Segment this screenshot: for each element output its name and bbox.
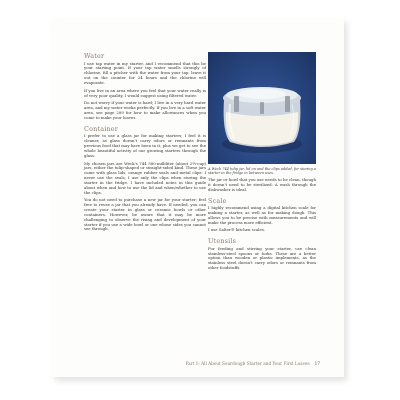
- footer-section-title: Part 1: All About Sourdough Starter and Your First Loaves: [185, 361, 310, 366]
- scale-heading: Scale: [208, 196, 227, 205]
- page-number: 17: [314, 361, 320, 366]
- water-paragraph: If you live in an area where you feel that your water really is of very poor quality, I would suggest using filtered water.: [84, 87, 206, 98]
- left-column: [84, 48, 206, 235]
- photo-caption: A Weck 744 tulip jar, lid on and the clips added, for storing a starter in the fridge in between uses.: [208, 167, 316, 176]
- scale-paragraph: I highly recommend using a digital kitchen scale for making a starter, as well as for making dough. This allows you to be precise with measurements and will make the process more efficient.: [208, 205, 316, 225]
- container-paragraph: You do not need to purchase a new jar for your starter; feel free to reuse a jar that you already have. If needed, you can create your starter in glass or ceramic bowls or other containers. However, be aware that it may be more challenging to observe the rising and development of your starter if you use a wide bowl or one whose sides you cannot see through.: [84, 197, 206, 232]
- container-heading: Container: [84, 124, 119, 133]
- water-heading: Water: [84, 52, 105, 60]
- utensils-paragraph: For feeding and stirring your starter, use clean stainless-steel spoons or forks. These are a better option than wooden or plastic implements, as the stainless steel doesn't carry odors or remnants from other foodstuffs.: [208, 245, 316, 271]
- book-page: [52, 18, 344, 377]
- weck-jar-photo: [208, 52, 316, 164]
- container-paragraph: My chosen jars are Weck's 744 580-milliliter (about 2½-cup) jars, either the tulip-shaped or straight-sided kind. These jars come with glass lids, orange rubber seals and metal clips. I never use the seals; I use only the clips when storing the starter in the fridge. I have included notes in this guide about when and how to use the lid and when/whether to use the clips.: [84, 160, 206, 195]
- right-column: [208, 178, 316, 274]
- page-footer: [52, 361, 320, 366]
- scale-paragraph: I use Salter® kitchen scales.: [208, 227, 266, 233]
- water-paragraph: Do not worry if your water is hard; I live in a very hard water area, and my water works perfectly. If you live in a soft water area, see page 289 for how to make allowances when you come to make your loaves.: [84, 100, 206, 120]
- utensils-heading: Utensils: [208, 237, 237, 246]
- weck-jar-illustration: [208, 52, 316, 164]
- container-paragraph: I prefer to use a glass jar for making starters; I feel it is cleaner, as glass doesn't carry odors or remnants from previous food that may have been in it, plus we get to see the whole beautiful activity of our growing starters through the glass.: [84, 133, 206, 158]
- water-paragraph: I use tap water in my starter, and I recommend that this be your starting point. If your tap water smells strongly of chlorine, fill a pitcher with the water from your tap, leave it out on the counter for 24 hours and the chlorine will evaporate.: [84, 60, 206, 85]
- jar-paragraph: The jar or bowl that you use needs to be clean, though it doesn't need to be sterilized. A wash through the dishwasher is ideal.: [208, 177, 316, 192]
